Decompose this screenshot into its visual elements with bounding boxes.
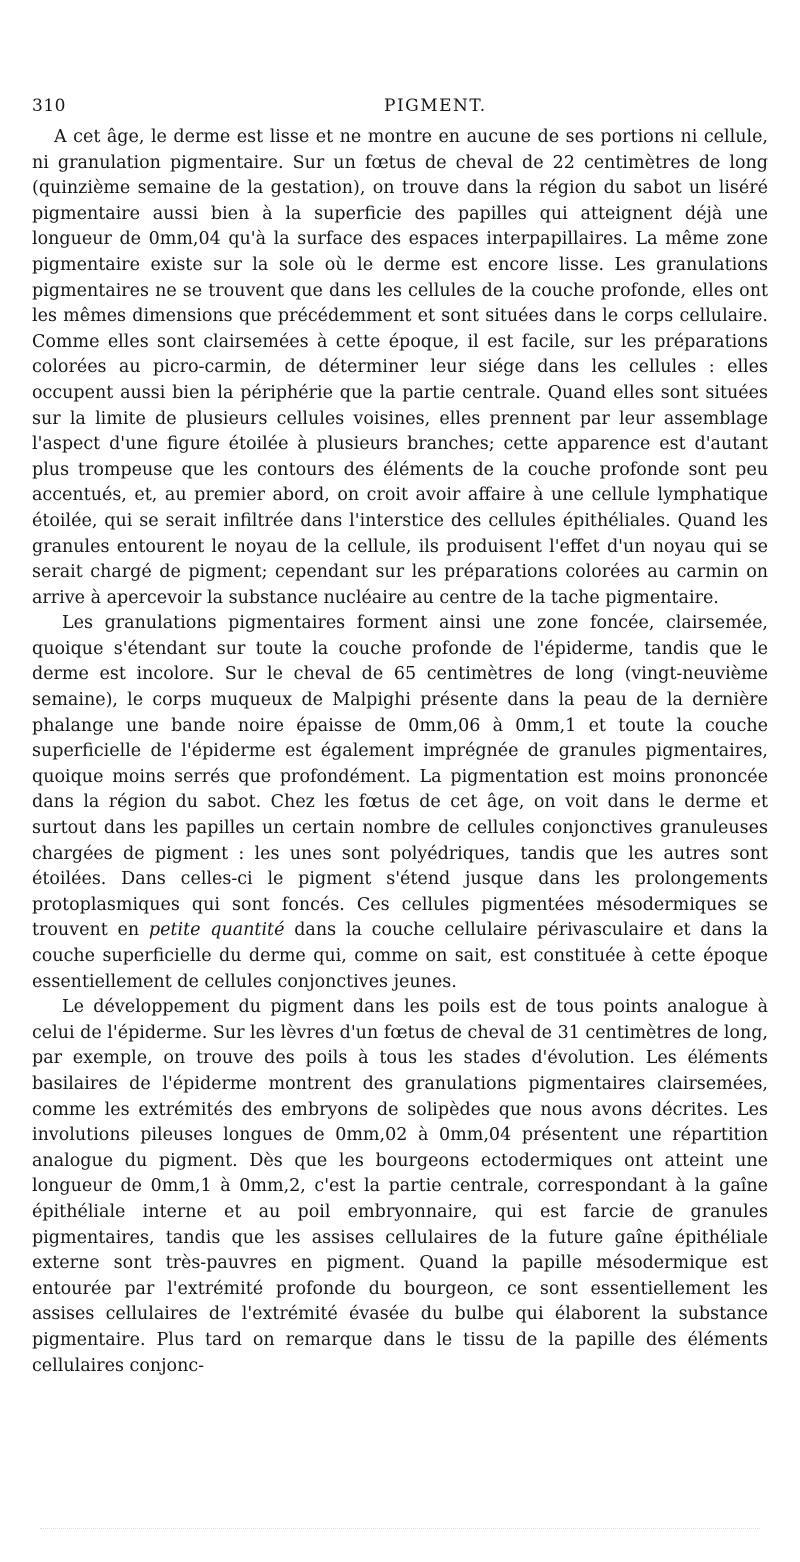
paragraph-2-text-after: dans la couche cellulaire périvasculaire et dans la couche superficielle du derme qui, comme on sait, est constituée à cette époque essentiellement de cellules conjonctives jeunes. bbox=[32, 920, 768, 992]
body-text bbox=[32, 125, 768, 1379]
page-header bbox=[32, 96, 768, 118]
paragraph-2-text-before: Les granulations pigmentaires forment ainsi une zone foncée, clairsemée, quoique s'étendant sur toute la couche profonde de l'épiderme, tandis que le derme est incolore. Sur le cheval de 65 centimètres de long (vingt-neuvième semaine), le corps muqueux de Malpighi présente dans la peau de la dernière phalange une bande noire épaisse de 0mm,06 à 0mm,1 et toute la couche superficielle de l'épiderme est également imprégnée de granules pigmentaires, quoique moins serrés que profondément. La pigmentation est moins prononcée dans la région du sabot. Chez les fœtus de cet âge, on voit dans le derme et surtout dans les papilles un certain nombre de cellules conjonctives granuleuses chargées de pigment : les unes sont polyédriques, tandis que les autres sont étoilées. Dans celles-ci le pigment s'étend jusque dans les prolongements protoplasmiques qui sont foncés. Ces cellules pigmentées mésodermiques se trouvent en bbox=[32, 613, 768, 941]
running-title: PIGMENT. bbox=[384, 96, 487, 116]
paragraph-2 bbox=[32, 611, 768, 995]
emphasis-petite-quantite: petite quantité bbox=[148, 920, 285, 941]
paragraph-1: A cet âge, le derme est lisse et ne montre en aucune de ses portions ni cellule, ni granulation pigmentaire. Sur un fœtus de cheval de 22 centimètres de long (quinzième semaine de la gestation), on trouve dans la région du sabot un liséré pigmentaire aussi bien à la superficie des papilles qui atteignent déjà une longueur de 0mm,04 qu'à la surface des espaces interpapillaires. La même zone pigmentaire existe sur la sole où le derme est encore lisse. Les granulations pigmentaires ne se trouvent que dans les cellules de la couche profonde, elles ont les mêmes dimensions que précédemment et sont situées dans le corps cellulaire. Comme elles sont clairsemées à cette époque, il est facile, sur les préparations colorées au picro-carmin, de déterminer leur siége dans les cellules : elles occupent aussi bien la périphérie que la partie centrale. Quand elles sont situées sur la limite de plusieurs cellules voisines, elles prennent par leur assemblage l'aspect d'une figure étoilée à plusieurs branches; cette apparence est d'autant plus trompeuse que les contours des éléments de la couche profonde sont peu accentués, et, au premier abord, on croit avoir affaire à une cellule lymphatique étoilée, qui se serait infiltrée dans l'interstice des cellules épithéliales. Quand les granules entourent le noyau de la cellule, ils produisent l'effet d'un noyau qui se serait chargé de pigment; cependant sur les préparations colorées au carmin on arrive à apercevoir la substance nucléaire au centre de la tache pigmentaire. bbox=[32, 127, 768, 608]
paragraph-3: Le développement du pigment dans les poils est de tous points analogue à celui de l'épiderme. Sur les lèvres d'un fœtus de cheval de 31 centimètres de long, par exemple, on trouve des poils à tous les stades d'évolution. Les éléments basilaires de l'épiderme montrent des granulations pigmentaires clairsemées, comme les extrémités des embryons de solipèdes que nous avons décrites. Les involutions pileuses longues de 0mm,02 à 0mm,04 présentent une répartition analogue du pigment. Dès que les bourgeons ectodermiques ont atteint une longueur de 0mm,1 à 0mm,2, c'est la partie centrale, correspondant à la gaîne épithéliale interne et au poil embryonnaire, qui est farcie de granules pigmentaires, tandis que les assises cellulaires de la future gaîne épithéliale externe sont très-pauvres en pigment. Quand la papille mésodermique est entourée par l'extrémité profonde du bourgeon, ce sont essentiellement les assises cellulaires de l'extrémité évasée du bulbe qui élaborent la substance pigmentaire. Plus tard on remarque dans le tissu de la papille des éléments cellulaires conjonc- bbox=[32, 997, 768, 1376]
page-number: 310 bbox=[32, 96, 66, 116]
print-specks bbox=[40, 1528, 760, 1533]
